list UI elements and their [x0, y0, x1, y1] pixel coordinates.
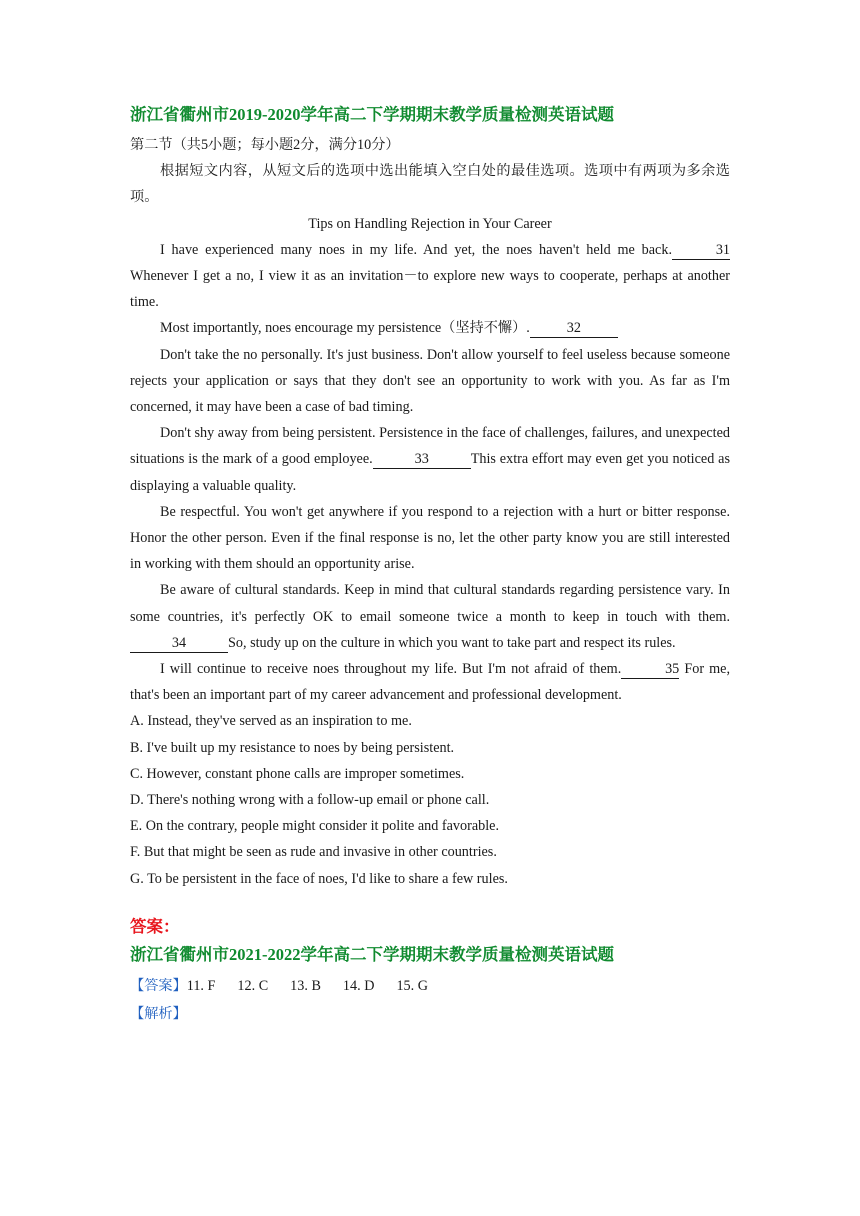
paragraph-1: [130, 237, 730, 316]
blank-34: 34: [130, 634, 228, 653]
paragraph-5: Be respectful. You won't get anywhere if you respond to a rejection with a hurt or bitter response. Honor the other person. Even if the final response is no, let the other party know you are still interested in working with them should an opportunity arise.: [130, 503, 730, 573]
document-title: 浙江省衢州市2019-2020学年高二下学期期末教学质量检测英语试题: [130, 105, 614, 124]
paragraph-6-text: Be aware of cultural standards. Keep in mind that cultural standards regarding persistence vary. In some countries, it's perfectly OK to email someone twice a month to keep in touch with them.: [130, 582, 730, 625]
blank-35: 35: [621, 660, 679, 679]
answer-item: 13. B: [290, 977, 321, 994]
answer-title: 浙江省衢州市2021-2022学年高二下学期期末教学质量检测英语试题: [130, 944, 614, 964]
analysis-tag: 【解析】: [130, 1005, 187, 1022]
option-b: B. I've built up my resistance to noes by being persistent.: [130, 739, 455, 756]
option-a: A. Instead, they've served as an inspiration to me.: [130, 713, 412, 730]
options-list: [130, 708, 730, 891]
document-page: [130, 100, 730, 1028]
paragraph-7-after: For me, that's been an important part of my career advancement and professional development.: [130, 661, 731, 704]
paragraph-7: [130, 656, 730, 708]
answer-item: 11. F: [186, 977, 216, 994]
analysis-line: [130, 1000, 730, 1028]
paragraph-3: Don't take the no personally. It's just business. Don't allow yourself to feel useless because someone rejects your application or says that they don't see an opportunity to work with you. As far as I'm concerned, it may have been a case of bad timing.: [130, 346, 730, 416]
option-d: D. There's nothing wrong with a follow-up email or phone call.: [130, 792, 490, 809]
answer-label: 答案：: [130, 916, 180, 936]
paragraph-4: [130, 420, 730, 499]
passage-title: Tips on Handling Rejection in Your Career: [308, 215, 552, 232]
paragraph-4-after: This extra effort may even get you noticed as displaying a valuable quality.: [130, 451, 730, 494]
option-c: C. However, constant phone calls are improper sometimes.: [130, 765, 465, 782]
paragraph-2-text: Most importantly, noes encourage my persistence（坚持不懈）.: [160, 320, 530, 337]
answer-key: [130, 972, 730, 1000]
blank-32: 32: [530, 319, 618, 338]
answer-tag: 【答案】: [130, 977, 187, 994]
paragraph-4-text: Don't shy away from being persistent. Persistence in the face of challenges, failures, and unexpected situations is the mark of a good employee.: [130, 425, 730, 468]
instructions: 根据短文内容，从短文后的选项中选出能填入空白处的最佳选项。选项中有两项为多余选项。: [130, 163, 730, 206]
section-info: 第二节（共5小题；每小题2分，满分10分）: [130, 137, 400, 153]
blank-31: 31: [672, 241, 730, 260]
option-g: G. To be persistent in the face of noes, I'd like to share a few rules.: [130, 870, 508, 887]
option-f: F. But that might be seen as rude and invasive in other countries.: [130, 844, 497, 861]
option-e: E. On the contrary, people might consider it polite and favorable.: [130, 818, 500, 835]
paragraph-7-text: I will continue to receive noes throughout my life. But I'm not afraid of them.: [160, 661, 622, 678]
paragraph-1-text: I have experienced many noes in my life. And yet, the noes haven't held me back.: [160, 241, 672, 258]
paragraph-6-after: So, study up on the culture in which you want to take part and respect its rules.: [228, 634, 676, 651]
answer-item: 15. G: [396, 977, 428, 994]
paragraph-6: [130, 577, 730, 656]
paragraph-1-after: Whenever I get a no, I view it as an invitation－to explore new ways to cooperate, perhaps at another time.: [130, 268, 730, 311]
answer-item: 14. D: [342, 977, 375, 994]
blank-33: 33: [373, 450, 471, 469]
answer-item: 12. C: [237, 977, 269, 994]
paragraph-2: [130, 315, 730, 341]
